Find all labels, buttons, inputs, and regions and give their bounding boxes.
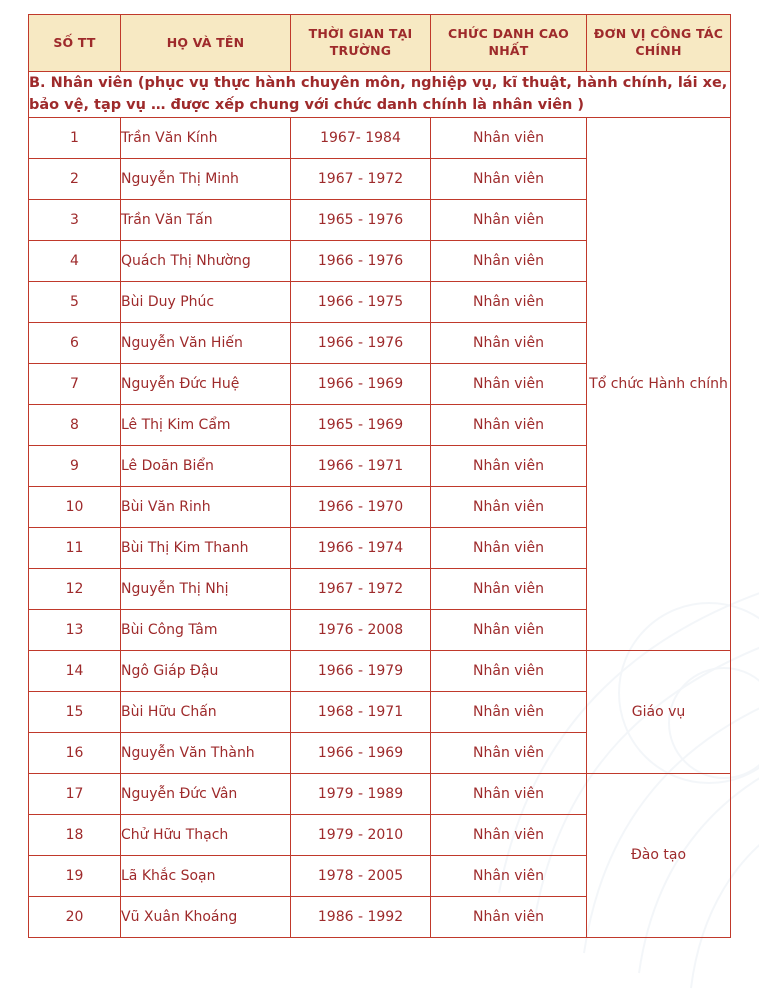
section-title-row: [29, 72, 731, 118]
cell-role: Nhân viên: [431, 609, 587, 650]
cell-stt: 14: [29, 650, 121, 691]
cell-time: 1967 - 1972: [291, 568, 431, 609]
cell-time: 1979 - 1989: [291, 773, 431, 814]
cell-stt: 4: [29, 240, 121, 281]
cell-role: Nhân viên: [431, 855, 587, 896]
cell-name: Nguyễn Đức Vân: [121, 773, 291, 814]
cell-name: Vũ Xuân Khoáng: [121, 896, 291, 937]
cell-stt: 7: [29, 363, 121, 404]
cell-role: Nhân viên: [431, 568, 587, 609]
cell-role: Nhân viên: [431, 281, 587, 322]
table-row: [29, 117, 731, 158]
cell-role: Nhân viên: [431, 691, 587, 732]
cell-time: 1967- 1984: [291, 117, 431, 158]
cell-name: Nguyễn Đức Huệ: [121, 363, 291, 404]
cell-time: 1966 - 1975: [291, 281, 431, 322]
cell-time: 1976 - 2008: [291, 609, 431, 650]
cell-role: Nhân viên: [431, 117, 587, 158]
cell-name: Chử Hữu Thạch: [121, 814, 291, 855]
cell-stt: 9: [29, 445, 121, 486]
cell-time: 1965 - 1976: [291, 199, 431, 240]
cell-time: 1966 - 1979: [291, 650, 431, 691]
cell-role: Nhân viên: [431, 896, 587, 937]
cell-unit: Giáo vụ: [587, 650, 731, 773]
cell-stt: 16: [29, 732, 121, 773]
cell-role: Nhân viên: [431, 773, 587, 814]
column-header-name: HỌ VÀ TÊN: [121, 15, 291, 72]
cell-time: 1979 - 2010: [291, 814, 431, 855]
section-title: B. Nhân viên (phục vụ thực hành chuyên môn, nghiệp vụ, kĩ thuật, hành chính, lái xe, bảo vệ, tạp vụ … được xếp chung với chức danh chính là nhân viên ): [29, 72, 731, 118]
cell-stt: 11: [29, 527, 121, 568]
cell-time: 1966 - 1976: [291, 240, 431, 281]
table-body: [29, 72, 731, 938]
table-row: [29, 773, 731, 814]
cell-stt: 8: [29, 404, 121, 445]
cell-name: Nguyễn Văn Thành: [121, 732, 291, 773]
cell-name: Lê Doãn Biển: [121, 445, 291, 486]
cell-name: Lê Thị Kim Cẩm: [121, 404, 291, 445]
cell-role: Nhân viên: [431, 363, 587, 404]
cell-role: Nhân viên: [431, 527, 587, 568]
cell-stt: 13: [29, 609, 121, 650]
cell-name: Nguyễn Văn Hiến: [121, 322, 291, 363]
cell-name: Nguyễn Thị Minh: [121, 158, 291, 199]
cell-role: Nhân viên: [431, 199, 587, 240]
cell-role: Nhân viên: [431, 240, 587, 281]
cell-name: Quách Thị Nhường: [121, 240, 291, 281]
column-header-stt: SỐ TT: [29, 15, 121, 72]
column-header-unit: ĐƠN VỊ CÔNG TÁC CHÍNH: [587, 15, 731, 72]
cell-name: Trần Văn Kính: [121, 117, 291, 158]
cell-time: 1966 - 1969: [291, 732, 431, 773]
table-header: [29, 15, 731, 72]
cell-time: 1968 - 1971: [291, 691, 431, 732]
cell-name: Bùi Hữu Chấn: [121, 691, 291, 732]
cell-time: 1967 - 1972: [291, 158, 431, 199]
cell-time: 1978 - 2005: [291, 855, 431, 896]
cell-role: Nhân viên: [431, 486, 587, 527]
table-header-row: [29, 15, 731, 72]
cell-time: 1965 - 1969: [291, 404, 431, 445]
cell-time: 1966 - 1976: [291, 322, 431, 363]
cell-stt: 3: [29, 199, 121, 240]
cell-role: Nhân viên: [431, 814, 587, 855]
cell-role: Nhân viên: [431, 445, 587, 486]
cell-name: Bùi Công Tâm: [121, 609, 291, 650]
cell-stt: 10: [29, 486, 121, 527]
cell-time: 1966 - 1974: [291, 527, 431, 568]
cell-role: Nhân viên: [431, 158, 587, 199]
cell-name: Trần Văn Tấn: [121, 199, 291, 240]
staff-table-container: [28, 14, 730, 938]
cell-role: Nhân viên: [431, 322, 587, 363]
cell-stt: 18: [29, 814, 121, 855]
cell-role: Nhân viên: [431, 404, 587, 445]
cell-unit: Đào tạo: [587, 773, 731, 937]
cell-stt: 12: [29, 568, 121, 609]
cell-role: Nhân viên: [431, 650, 587, 691]
cell-stt: 2: [29, 158, 121, 199]
cell-stt: 20: [29, 896, 121, 937]
column-header-role: CHỨC DANH CAO NHẤT: [431, 15, 587, 72]
cell-name: Lã Khắc Soạn: [121, 855, 291, 896]
cell-time: 1966 - 1970: [291, 486, 431, 527]
cell-name: Bùi Duy Phúc: [121, 281, 291, 322]
cell-stt: 6: [29, 322, 121, 363]
cell-role: Nhân viên: [431, 732, 587, 773]
cell-stt: 19: [29, 855, 121, 896]
staff-table: [28, 14, 731, 938]
cell-name: Ngô Giáp Đậu: [121, 650, 291, 691]
cell-stt: 15: [29, 691, 121, 732]
cell-name: Bùi Văn Rinh: [121, 486, 291, 527]
cell-unit: Tổ chức Hành chính: [587, 117, 731, 650]
cell-time: 1966 - 1969: [291, 363, 431, 404]
cell-stt: 17: [29, 773, 121, 814]
cell-name: Bùi Thị Kim Thanh: [121, 527, 291, 568]
column-header-time: THỜI GIAN TẠI TRƯỜNG: [291, 15, 431, 72]
cell-name: Nguyễn Thị Nhị: [121, 568, 291, 609]
cell-time: 1986 - 1992: [291, 896, 431, 937]
cell-stt: 1: [29, 117, 121, 158]
table-row: [29, 650, 731, 691]
cell-time: 1966 - 1971: [291, 445, 431, 486]
cell-stt: 5: [29, 281, 121, 322]
